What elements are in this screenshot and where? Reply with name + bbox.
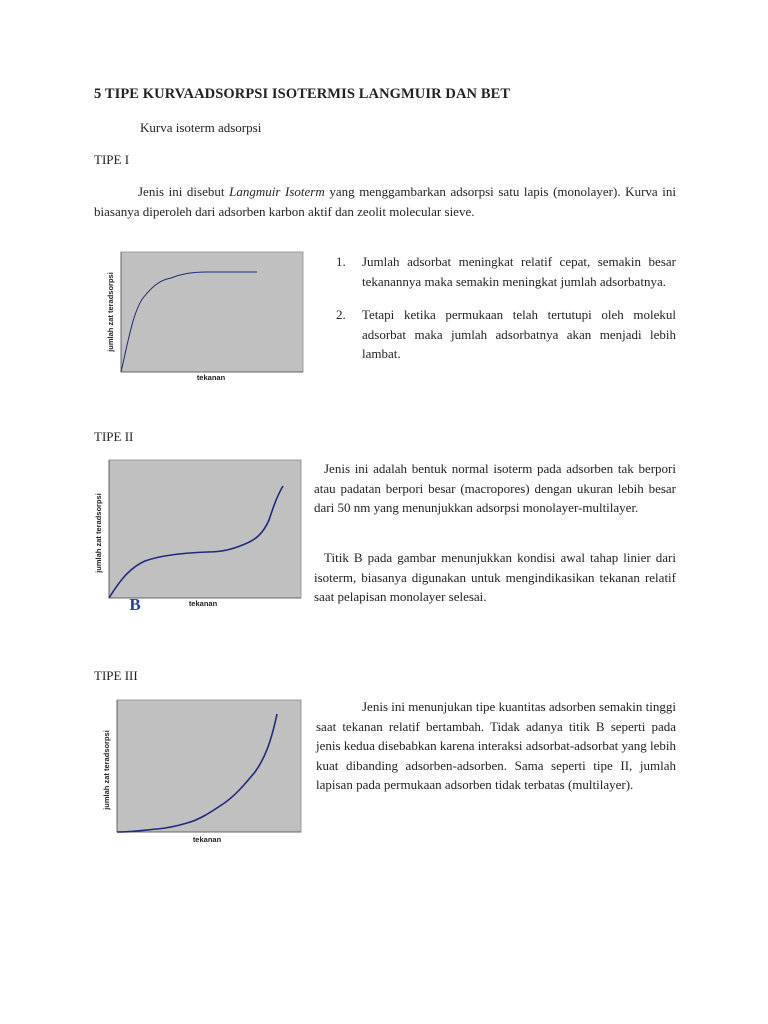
list-item (336, 252, 676, 291)
tipe-1-desc-term: Langmuir Isoterm (229, 184, 325, 199)
tipe-2-paragraph-2 (314, 548, 676, 607)
section-heading-tipe-2: TIPE II (94, 429, 134, 444)
list-item-text: Tetapi ketika permukaan telah tertutupi oleh molekul adsorbat maka jumlah adsorbatnya akan menjadi lebih lambat. (362, 307, 676, 361)
document-title: 5 TIPE KURVAADSORPSI ISOTERMIS LANGMUIR DAN BET (94, 86, 511, 102)
tipe-1-desc-start: Jenis ini disebut (138, 184, 230, 199)
chart-tipe-3 (95, 698, 303, 856)
tipe-2-paragraph-2-text: Titik B pada gambar menunjukkan kondisi awal tahap linier dari isoterm, biasanya digunakan untuk mengindikasikan tekanan relatif saat pelapisan monolayer selesai. (314, 550, 676, 604)
tipe-3-paragraph (316, 697, 676, 795)
tipe-1-description (94, 182, 676, 221)
tipe-2-paragraph-1-text: Jenis ini adalah bentuk normal isoterm pada adsorben tak berpori atau padatan berpori besar (macropores) dengan ukuran lebih besar dari 50 nm yang menunjukkan adsorpsi monolayer-multilayer. (314, 461, 676, 515)
list-item-text: Jumlah adsorbat meningkat relatif cepat, semakin besar tekanannya maka semakin meningkat jumlah adsorbatnya. (362, 254, 676, 289)
tipe-3-paragraph-text: Jenis ini menunjukan tipe kuantitas adsorben semakin tinggi saat tekanan relatif bertambah. Tidak adanya titik B seperti pada jenis kedua disebabkan karena interaksi adsorbat-adsorbat yang lebih kuat dibanding adsorben-adsorben. Sama seperti tipe II, jumlah lapisan pada permukaan adsorben tidak terbatas (multilayer). (316, 699, 676, 792)
section-heading-tipe-1: TIPE I (94, 152, 130, 167)
chart-tipe-2-plot-area (109, 460, 301, 598)
section-heading-tipe-3: TIPE III (94, 668, 138, 683)
tipe-1-points-list (336, 252, 676, 378)
tipe-1-desc-end: yang menggambarkan adsorpsi satu lapis (monolayer). Kurva ini biasanya diperoleh dari adsorben karbon aktif dan zeolit molecular sieve. (94, 184, 676, 219)
tipe-2-paragraph-1 (314, 459, 676, 518)
chart-tipe-2 (87, 458, 303, 618)
chart-tipe-2-point-b-label: B (129, 595, 141, 614)
chart-tipe-1 (95, 250, 305, 398)
chart-tipe-3-xlabel: tekanan (192, 835, 222, 844)
subtitle: Kurva isoterm adsorpsi (140, 120, 262, 135)
chart-tipe-1-plot-area (121, 252, 303, 372)
list-item-number: 1. (336, 254, 346, 269)
chart-tipe-3-ylabel: jumlah zat teradsorpsi (102, 730, 111, 810)
chart-tipe-2-xlabel: tekanan (188, 599, 218, 608)
chart-tipe-1-xlabel: tekanan (196, 373, 226, 382)
chart-tipe-1-ylabel: jumlah zat teradsorpsi (106, 272, 115, 352)
list-item (336, 305, 676, 364)
chart-tipe-2-ylabel: jumlah zat teradsorpsi (94, 493, 103, 573)
list-item-number: 2. (336, 307, 346, 322)
